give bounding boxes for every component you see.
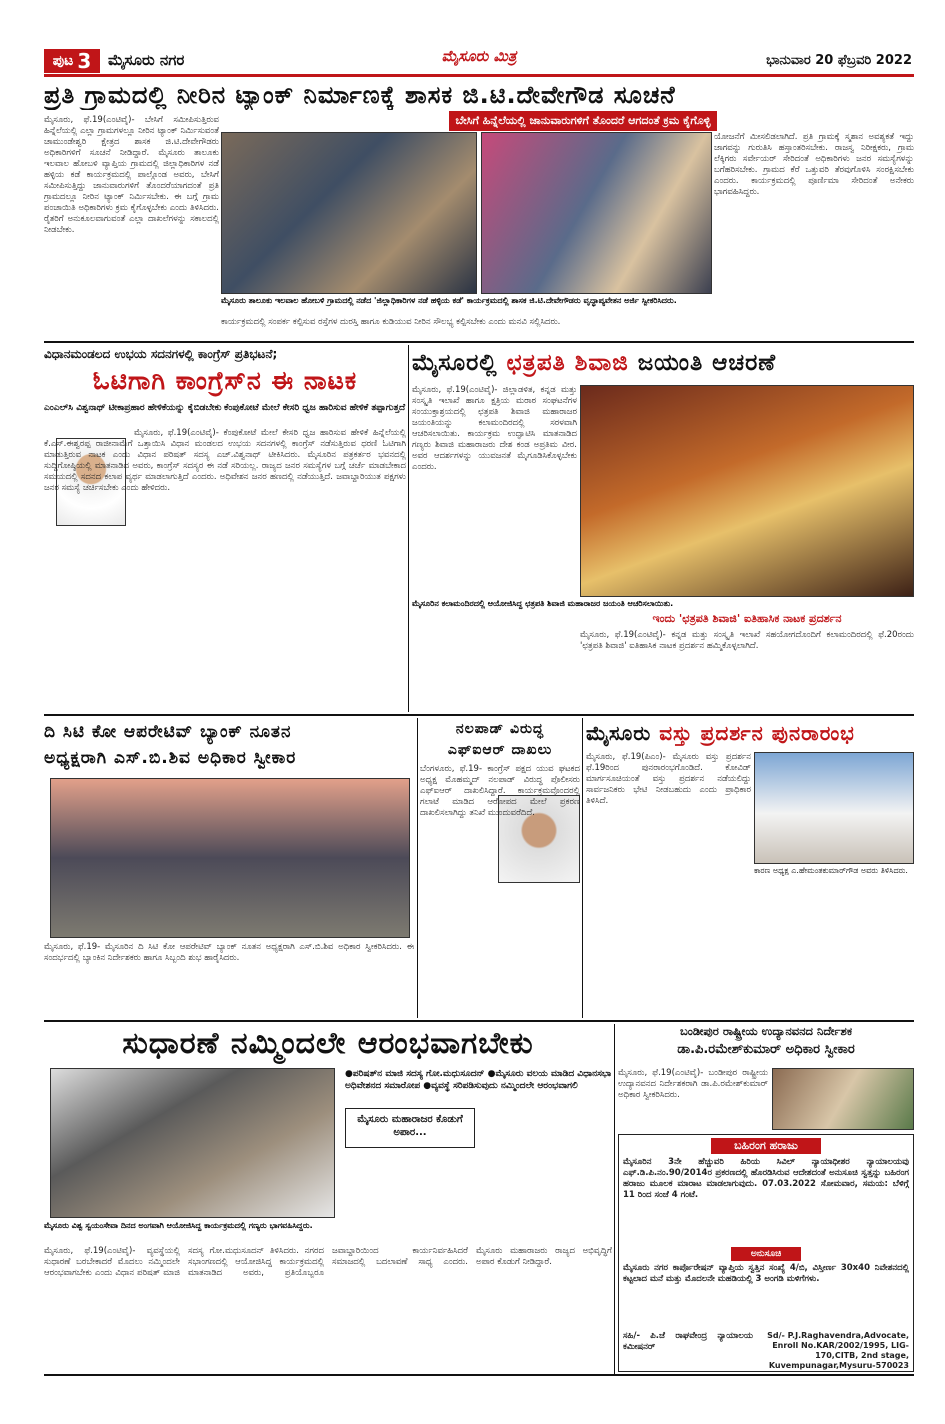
- story3-photo: [580, 385, 914, 597]
- notice-body: ಮೈಸೂರಿನ 3ನೇ ಹೆಚ್ಚುವರಿ ಹಿರಿಯ ಸಿವಿಲ್ ನ್ಯಾಯಾಧೀಶರ ನ್ಯಾಯಾಲಯವು ಎಫ್.ಡಿ.ಪಿ.ನಂ.90/2014ರ ಪ್ರಕರಣದಲ್ಲಿ ಹೊರಡಿಸಿರುವ ಆದೇಶದಂತೆ ಅನುಸೂಚಿ ಸ್ವತ್ತನ್ನು ಬಹಿರಂಗ ಹರಾಜು ಮೂಲಕ ಮಾರಾಟ ಮಾಡಲಾಗುವುದು. 07.03.2022 ಸೋಮವಾರ, ಸಮಯ: ಬೆಳಿಗ್ಗೆ 11 ರಿಂದ ಸಂಜೆ 4 ಗಂಟೆ.: [623, 1157, 909, 1200]
- section-name: ಮೈಸೂರು ನಗರ: [108, 51, 185, 69]
- auction-notice: [618, 1134, 914, 1372]
- notice-schedule: ಮೈಸೂರು ನಗರ ಕಾರ್ಪೊರೇಷನ್ ವ್ಯಾಪ್ತಿಯ ಸ್ವತ್ತಿನ ಸಂಖ್ಯೆ 4/ಬಿ, ವಿಸ್ತೀರ್ಣ 30x40 ನಿವೇಶನದಲ್ಲಿ ಕಟ್ಟಲಾದ ಮನೆ ಮತ್ತು ಮೊದಲನೇ ಮಹಡಿಯಲ್ಲಿ 3 ಅಂಗಡಿ ಮಳಿಗೆಗಳು.: [623, 1263, 909, 1284]
- story4-headline-line1: ದಿ ಸಿಟಿ ಕೋ ಆಪರೇಟಿವ್ ಬ್ಯಾಂಕ್ ನೂತನ: [44, 722, 292, 742]
- story6-headline-part2: ವಸ್ತು ಪ್ರದರ್ಶನ ಪುನರಾರಂಭ: [659, 721, 855, 745]
- notice-title: ಬಹಿರಂಗ ಹರಾಜು: [711, 1138, 821, 1154]
- story1-body-tail: ಕಾರ್ಯಕ್ರಮದಲ್ಲಿ ಸಂಪರ್ಕ ಕಲ್ಪಿಸುವ ರಸ್ತೆಗಳ ದುರಸ್ತಿ ಹಾಗೂ ಕುಡಿಯುವ ನೀರಿನ ಸೌಲಭ್ಯ ಕಲ್ಪಿಸಬೇಕು ಎಂದು ಮನವಿ ಸಲ್ಲಿಸಿದರು.: [221, 317, 561, 327]
- story2-body: ಮೈಸೂರು, ಫೆ.19(ಎಂಟಿವೈ)- ಕೆಂಪುಕೋಟೆ ಮೇಲೆ ಕೇಸರಿ ಧ್ವಜ ಹಾರಿಸುವ ಹೇಳಿಕೆ ಹಿನ್ನೆಲೆಯಲ್ಲಿ ಕೆ.ಎಸ್.ಈಶ್ವರಪ್ಪ ರಾಜೀನಾಮೆಗೆ ಒತ್ತಾಯಿಸಿ ವಿಧಾನ ಮಂಡಲದ ಉಭಯ ಸದನಗಳಲ್ಲಿ ಕಾಂಗ್ರೆಸ್ ನಡೆಸುತ್ತಿರುವ ಧರಣಿ ಓಟಿಗಾಗಿ ಮಾಡುತ್ತಿರುವ ನಾಟಕ ಎಂದು ವಿಧಾನ ಪರಿಷತ್ ಸದಸ್ಯ ಎಚ್.ವಿಶ್ವನಾಥ್ ಟೀಕಿಸಿದರು. ಮೈಸೂರಿನ ಪತ್ರಕರ್ತರ ಭವನದಲ್ಲಿ ಸುದ್ದಿಗೋಷ್ಠಿಯಲ್ಲಿ ಮಾತನಾಡಿದ ಅವರು, ಕಾಂಗ್ರೆಸ್ ಸದಸ್ಯರ ಈ ನಡೆ ಸರಿಯಲ್ಲ. ರಾಜ್ಯದ ಜನರ ಸಮಸ್ಯೆಗಳ ಬಗ್ಗೆ ಚರ್ಚೆ ಮಾಡಬೇಕಾದ ಸಮಯದಲ್ಲಿ ಸದನದ ಕಲಾಪ ವ್ಯರ್ಥ ಮಾಡಲಾಗುತ್ತಿದೆ ಎಂದರು. ಅಧಿವೇಶನ ಜನರ ಹಣದಲ್ಲಿ ನಡೆಯುತ್ತಿದೆ. ಜವಾಬ್ದಾರಿಯುತ ಪಕ್ಷಗಳು ಜನರ ಸಮಸ್ಯೆ ಚರ್ಚಿಸಬೇಕು ಎಂದು ಹೇಳಿದರು.: [44, 428, 406, 493]
- story7-inset-title: ಮೈಸೂರು ಮಹಾರಾಜರ ಕೊಡುಗೆ ಅಪಾರ...: [357, 1114, 463, 1138]
- story7-photo: [50, 1068, 335, 1218]
- story1-photo-left: [221, 132, 477, 294]
- story6-photo-caption: ಕಾರಣ ಅಧ್ಯಕ್ಷ ಎ.ಹೇಮಂತಕುಮಾರ್‌ಗೌಡ ಅವರು ತಿಳಿಸಿದರು.: [754, 866, 914, 896]
- story5-headline-line2: ಎಫ್‌ಐಆರ್ ದಾಖಲು: [447, 742, 553, 758]
- column-divider: [408, 345, 409, 712]
- story8-body: ಮೈಸೂರು, ಫೆ.19(ಎಂಟಿವೈ)- ಬಂಡೀಪುರ ರಾಷ್ಟ್ರೀಯ ಉದ್ಯಾನವನದ ನಿರ್ದೇಶಕರಾಗಿ ಡಾ.ಪಿ.ರಮೇಶ್‌ಕುಮಾರ್ ಅಧಿಕಾರ ಸ್ವೀಕರಿಸಿದರು.: [618, 1068, 768, 1100]
- story7-body: ಮೈಸೂರು, ಫೆ.19(ಎಂಟಿವೈ)- ವ್ಯವಸ್ಥೆಯಲ್ಲಿ ಸುಧಾರಣೆ ಬರಬೇಕಾದರೆ ಮೊದಲು ನಮ್ಮಿಂದಲೇ ಆರಂಭವಾಗಬೇಕು ಎಂದು ವಿಧಾನ ಪರಿಷತ್ ಮಾಜಿ ಸದಸ್ಯ ಗೋ.ಮಧುಸೂದನ್ ತಿಳಿಸಿದರು. ನಗರದ ಸಭಾಂಗಣದಲ್ಲಿ ಆಯೋಜಿಸಿದ್ದ ಕಾರ್ಯಕ್ರಮದಲ್ಲಿ ಮಾತನಾಡಿದ ಅವರು, ಪ್ರತಿಯೊಬ್ಬರೂ ಜವಾಬ್ದಾರಿಯಿಂದ ಕಾರ್ಯನಿರ್ವಹಿಸಿದರೆ ಸಮಾಜದಲ್ಲಿ ಬದಲಾವಣೆ ಸಾಧ್ಯ ಎಂದರು. ಮೈಸೂರು ಮಹಾರಾಜರು ರಾಜ್ಯದ ಅಭಿವೃದ್ಧಿಗೆ ಅಪಾರ ಕೊಡುಗೆ ನೀಡಿದ್ದಾರೆ.: [44, 1246, 612, 1278]
- story7-points: ●ಪರಿಷತ್‌ನ ಮಾಜಿ ಸದಸ್ಯ ಗೋ.ಮಧುಸೂದನ್ ●ಮೈಸೂರು ವಲಯ ಮಾಡಿದ ವಿಧಾನಸಭಾ ಅಧಿವೇಶನದ ಸಮಾರೋಪ ●ವ್ಯವಸ್ಥೆ ಸರಿಪಡಿಸುವುದು ನಮ್ಮಿಂದಲೇ ಆರಂಭವಾಗಲಿ: [345, 1069, 612, 1091]
- divider: [44, 1020, 914, 1022]
- story4-headline-line2: ಅಧ್ಯಕ್ಷರಾಗಿ ಎಸ್.ಬಿ.ಶಿವ ಅಧಿಕಾರ ಸ್ವೀಕಾರ: [44, 748, 297, 768]
- column-divider: [582, 718, 583, 1018]
- story1-body-col1: ಮೈಸೂರು, ಫೆ.19(ಎಂಟಿವೈ)- ಬೇಸಿಗೆ ಸಮೀಪಿಸುತ್ತಿರುವ ಹಿನ್ನೆಲೆಯಲ್ಲಿ ಎಲ್ಲಾ ಗ್ರಾಮಗಳಲ್ಲೂ ನೀರಿನ ಟ್ಯಾಂಕ್ ನಿರ್ಮಿಸುವಂತೆ ಚಾಮುಂಡೇಶ್ವರಿ ಕ್ಷೇತ್ರದ ಶಾಸಕ ಜಿ.ಟಿ.ದೇವೇಗೌಡರು ಅಧಿಕಾರಿಗಳಿಗೆ ಸೂಚನೆ ನೀಡಿದ್ದಾರೆ. ಮೈಸೂರು ತಾಲೂಕು ಇಲವಾಲ ಹೋಬಳಿ ವ್ಯಾಪ್ತಿಯ ಗ್ರಾಮದಲ್ಲಿ ಜಿಲ್ಲಾಧಿಕಾರಿಗಳ ನಡೆ ಹಳ್ಳಿಯ ಕಡೆ ಕಾರ್ಯಕ್ರಮದಲ್ಲಿ ಪಾಲ್ಗೊಂಡ ಅವರು, ಬೇಸಿಗೆ ಸಮೀಪಿಸುತ್ತಿದ್ದು ಜಾನುವಾರುಗಳಿಗೆ ತೊಂದರೆಯಾಗದಂತೆ ಪ್ರತಿ ಗ್ರಾಮದಲ್ಲೂ ನೀರಿನ ಟ್ಯಾಂಕ್ ನಿರ್ಮಿಸಬೇಕು. ಈ ಬಗ್ಗೆ ಗ್ರಾಮ ಪಂಚಾಯಿತಿ ಅಧಿಕಾರಿಗಳು ಕ್ರಮ ಕೈಗೊಳ್ಳಬೇಕು ಎಂದು ತಿಳಿಸಿದರು. ರೈತರಿಗೆ ಅನುಕೂಲವಾಗುವಂತೆ ಎಲ್ಲಾ ದಾಖಲೆಗಳನ್ನು ಸಕಾಲದಲ್ಲಿ ನೀಡಬೇಕು.: [44, 115, 219, 235]
- story3-subhead: ಇಂದು 'ಛತ್ರಪತಿ ಶಿವಾಜಿ' ಐತಿಹಾಸಿಕ ನಾಟಕ ಪ್ರದರ್ಶನ: [652, 612, 842, 625]
- story2-kicker: ವಿಧಾನಮಂಡಲದ ಉಭಯ ಸದನಗಳಲ್ಲಿ ಕಾಂಗ್ರೆಸ್ ಪ್ರತಿಭಟನೆ;: [44, 347, 278, 361]
- story2-bullet-2: ಕೆಂಪುಕೋಟೆ ಮೇಲೆ ಕೇಸರಿ ಧ್ವಜ ಹಾರಿಸುವ ಹೇಳಿಕೆ ತಪ್ಪಾಗುತ್ತದೆ: [224, 403, 406, 413]
- story6-headline: [586, 719, 914, 747]
- story3-headline: [412, 347, 914, 379]
- story1-subhead: ಬೇಸಿಗೆ ಹಿನ್ನೆಲೆಯಲ್ಲಿ ಜಾನುವಾರುಗಳಿಗೆ ತೊಂದರೆ ಆಗದಂತೆ ಕ್ರಮ ಕೈಗೊಳ್ಳಿ: [449, 111, 717, 131]
- story5-headline-line1: ನಲಪಾಡ್ ವಿರುದ್ಧ: [455, 721, 545, 737]
- column-divider: [417, 718, 418, 1018]
- story7-inset-box: [345, 1108, 475, 1148]
- page-label: ಪುಟ: [52, 53, 74, 69]
- story6-body: ಮೈಸೂರು, ಫೆ.19(ಪಿಎಂ)- ಮೈಸೂರು ವಸ್ತು ಪ್ರದರ್ಶನ ಫೆ.19ರಿಂದ ಪುನರಾರಂಭಗೊಂಡಿದೆ. ಕೋವಿಡ್ ಮಾರ್ಗಸೂಚಿಯಂತೆ ವಸ್ತು ಪ್ರದರ್ಶನ ನಡೆಯಲಿದ್ದು ಸಾರ್ವಜನಿಕರು ಭೇಟಿ ನೀಡಬಹುದು ಎಂದು ಪ್ರಾಧಿಕಾರ ತಿಳಿಸಿದೆ.: [586, 752, 751, 806]
- story8-photo: [772, 1068, 914, 1130]
- masthead: ಮೈಸೂರು ಮಿತ್ರ: [441, 47, 517, 65]
- story5-body: ಬೆಂಗಳೂರು, ಫೆ.19- ಕಾಂಗ್ರೆಸ್ ಪಕ್ಷದ ಯುವ ಘಟಕದ ಅಧ್ಯಕ್ಷ ಮೊಹಮ್ಮದ್ ನಲಪಾಡ್ ವಿರುದ್ಧ ಪೊಲೀಸರು ಎಫ್‌ಐಆರ್ ದಾಖಲಿಸಿದ್ದಾರೆ. ಕಾರ್ಯಕ್ರಮವೊಂದರಲ್ಲಿ ಗಲಾಟೆ ಮಾಡಿದ ಆರೋಪದ ಮೇಲೆ ಪ್ರಕರಣ ದಾಖಲಿಸಲಾಗಿದ್ದು ತನಿಖೆ ಮುಂದುವರೆದಿದೆ.: [420, 764, 580, 818]
- page-number-badge: [44, 49, 100, 73]
- story3-headline-part2: ಛತ್ರಪತಿ ಶಿವಾಜಿ: [506, 350, 629, 376]
- story7-headline: ಸುಧಾರಣೆ ನಮ್ಮಿಂದಲೇ ಆರಂಭವಾಗಬೇಕು: [122, 1026, 534, 1061]
- story6-headline-part1: ಮೈಸೂರು: [586, 721, 660, 745]
- story8-headline-line2: ಡಾ.ಪಿ.ರಮೇಶ್‌ಕುಮಾರ್ ಅಧಿಕಾರ ಸ್ವೀಕಾರ: [677, 1042, 855, 1057]
- story3-headline-part3: ಜಯಂತಿ ಆಚರಣೆ: [628, 350, 776, 376]
- notice-schedule-title: ಅನುಸೂಚಿ: [731, 1247, 801, 1261]
- issue-date: ಭಾನುವಾರ 20 ಫೆಬ್ರವರಿ 2022: [766, 53, 912, 68]
- story3-body: ಮೈಸೂರು, ಫೆ.19(ಎಂಟಿವೈ)- ಜಿಲ್ಲಾಡಳಿತ, ಕನ್ನಡ ಮತ್ತು ಸಂಸ್ಕೃತಿ ಇಲಾಖೆ ಹಾಗೂ ಕ್ಷತ್ರಿಯ ಮರಾಠ ಸಂಘಟನೆಗಳ ಸಂಯುಕ್ತಾಶ್ರಯದಲ್ಲಿ ಛತ್ರಪತಿ ಶಿವಾಜಿ ಮಹಾರಾಜರ ಜಯಂತಿಯನ್ನು ಕಲಾಮಂದಿರದಲ್ಲಿ ಸರಳವಾಗಿ ಆಚರಿಸಲಾಯಿತು. ಕಾರ್ಯಕ್ರಮ ಉದ್ಘಾಟಿಸಿ ಮಾತನಾಡಿದ ಗಣ್ಯರು ಶಿವಾಜಿ ಮಹಾರಾಜರು ದೇಶ ಕಂಡ ಅಪ್ರತಿಮ ವೀರ. ಅವರ ಆದರ್ಶಗಳನ್ನು ಯುವಜನತೆ ಮೈಗೂಡಿಸಿಕೊಳ್ಳಬೇಕು ಎಂದರು.: [412, 385, 577, 472]
- story2-headline: ಓಟಿಗಾಗಿ ಕಾಂಗ್ರೆಸ್‌ನ ಈ ನಾಟಕ: [92, 366, 358, 395]
- story3-headline-part1: ಮೈಸೂರಲ್ಲಿ: [412, 350, 507, 376]
- story1-photo-right: [481, 132, 712, 294]
- story7-photo-caption: ಮೈಸೂರು ವಿಶ್ವ ಸ್ವಯಂಸೇವಾ ದಿನದ ಅಂಗವಾಗಿ ಆಯೋಜಿಸಿದ್ದ ಕಾರ್ಯಕ್ರಮದಲ್ಲಿ ಗಣ್ಯರು ಭಾಗವಹಿಸಿದ್ದರು.: [44, 1221, 342, 1243]
- notice-signature-kannada: ಸಹಿ/- ಪಿ.ಜೆ ರಾಘವೇಂದ್ರ ನ್ಯಾಯಾಲಯ ಕಮೀಷನರ್: [623, 1331, 753, 1352]
- page-footer-rule: [44, 1374, 914, 1376]
- story1-headline: ಪ್ರತಿ ಗ್ರಾಮದಲ್ಲಿ ನೀರಿನ ಟ್ಯಾಂಕ್ ನಿರ್ಮಾಣಕ್ಕೆ ಶಾಸಕ ಜಿ.ಟಿ.ದೇವೇಗೌಡ ಸೂಚನೆ: [44, 81, 676, 109]
- story3-photo-caption: ಮೈಸೂರಿನ ಕಲಾಮಂದಿರದಲ್ಲಿ ಆಯೋಜಿಸಿದ್ದ ಛತ್ರಪತಿ ಶಿವಾಜಿ ಮಹಾರಾಜರ ಜಯಂತಿ ಆಚರಿಸಲಾಯಿತು.: [412, 599, 914, 611]
- story1-body-right: ಯೋಜನೆಗೆ ಮೀಸಲಿಡಲಾಗಿದೆ. ಪ್ರತಿ ಗ್ರಾಮಕ್ಕೆ ಸ್ಮಶಾನ ಅವಶ್ಯಕತೆ ಇದ್ದು ಜಾಗವನ್ನು ಗುರುತಿಸಿ ಹಸ್ತಾಂತರಿಸಬೇಕು. ರಾಜಸ್ವ ನಿರೀಕ್ಷಕರು, ಗ್ರಾಮ ಲೆಕ್ಕಿಗರು ಸರ್ವೇಯರ್ ಸೇರಿದಂತೆ ಅಧಿಕಾರಿಗಳು ಜನರ ಸಮಸ್ಯೆಗಳನ್ನು ಬಗೆಹರಿಸಬೇಕು. ಗ್ರಾಮದ ಕೆರೆ ಒತ್ತುವರಿ ತೆರವುಗೊಳಿಸಿ ಸಂರಕ್ಷಿಸಬೇಕು ಎಂದರು. ಕಾರ್ಯಕ್ರಮದಲ್ಲಿ ಪೂರ್ಣಿಮಾ ಸೇರಿದಂತೆ ಅನೇಕರು ಭಾಗವಹಿಸಿದ್ದರು.: [714, 132, 914, 197]
- column-divider: [614, 1024, 615, 1374]
- story3-sub-body: ಮೈಸೂರು, ಫೆ.19(ಎಂಟಿವೈ)- ಕನ್ನಡ ಮತ್ತು ಸಂಸ್ಕೃತಿ ಇಲಾಖೆ ಸಹಯೋಗದೊಂದಿಗೆ ಕಲಾಮಂದಿರದಲ್ಲಿ ಫೆ.20ರಂದು 'ಛತ್ರಪತಿ ಶಿವಾಜಿ' ಐತಿಹಾಸಿಕ ನಾಟಕ ಪ್ರದರ್ಶನ ಹಮ್ಮಿಕೊಳ್ಳಲಾಗಿದೆ.: [580, 630, 914, 651]
- story6-photo: [754, 752, 914, 864]
- page-header: [44, 47, 914, 77]
- story8-headline-line1: ಬಂಡೀಪುರ ರಾಷ್ಟ್ರೀಯ ಉದ್ಯಾನವನದ ನಿರ್ದೇಶಕ: [679, 1024, 852, 1038]
- page-number: 3: [77, 49, 92, 73]
- story1-photo-caption: ಮೈಸೂರು ತಾಲೂಕು ಇಲವಾಲ ಹೋಬಳಿ ಗ್ರಾಮದಲ್ಲಿ ನಡೆದ 'ಜಿಲ್ಲಾಧಿಕಾರಿಗಳ ನಡೆ ಹಳ್ಳಿಯ ಕಡೆ' ಕಾರ್ಯಕ್ರಮದಲ್ಲಿ ಶಾಸಕ ಜಿ.ಟಿ.ದೇವೇಗೌಡರು ವೃದ್ಧಾಪ್ಯವೇತನ ಅರ್ಜಿ ಸ್ವೀಕರಿಸಿದರು.: [221, 296, 712, 316]
- notice-signature-english: Sd/- P.J.Raghavendra,Advocate, Enroll No.KAR/2002/1995, LIG-170,CITB, 2nd stage, Kuvempunagar,Mysuru-570023: [767, 1331, 909, 1370]
- story4-body: ಮೈಸೂರು, ಫೆ.19- ಮೈಸೂರಿನ ದಿ ಸಿಟಿ ಕೋ ಆಪರೇಟಿವ್ ಬ್ಯಾಂಕ್ ನೂತನ ಅಧ್ಯಕ್ಷರಾಗಿ ಎಸ್.ಬಿ.ಶಿವ ಅಧಿಕಾರ ಸ್ವೀಕರಿಸಿದರು. ಈ ಸಂದರ್ಭದಲ್ಲಿ ಬ್ಯಾಂಕಿನ ನಿರ್ದೇಶಕರು ಹಾಗೂ ಸಿಬ್ಬಂದಿ ಶುಭ ಹಾರೈಸಿದರು.: [44, 942, 414, 963]
- divider: [44, 341, 914, 343]
- story4-photo: [50, 778, 410, 938]
- story2-bullet-1: ಎಂಎಲ್‌ಸಿ ವಿಶ್ವನಾಥ್ ಟೀಕಾಪ್ರಹಾರ ಹೇಳಿಕೆಯನ್ನು ಕೈಬಿಡಬೇಕು: [44, 403, 222, 413]
- divider: [44, 714, 914, 716]
